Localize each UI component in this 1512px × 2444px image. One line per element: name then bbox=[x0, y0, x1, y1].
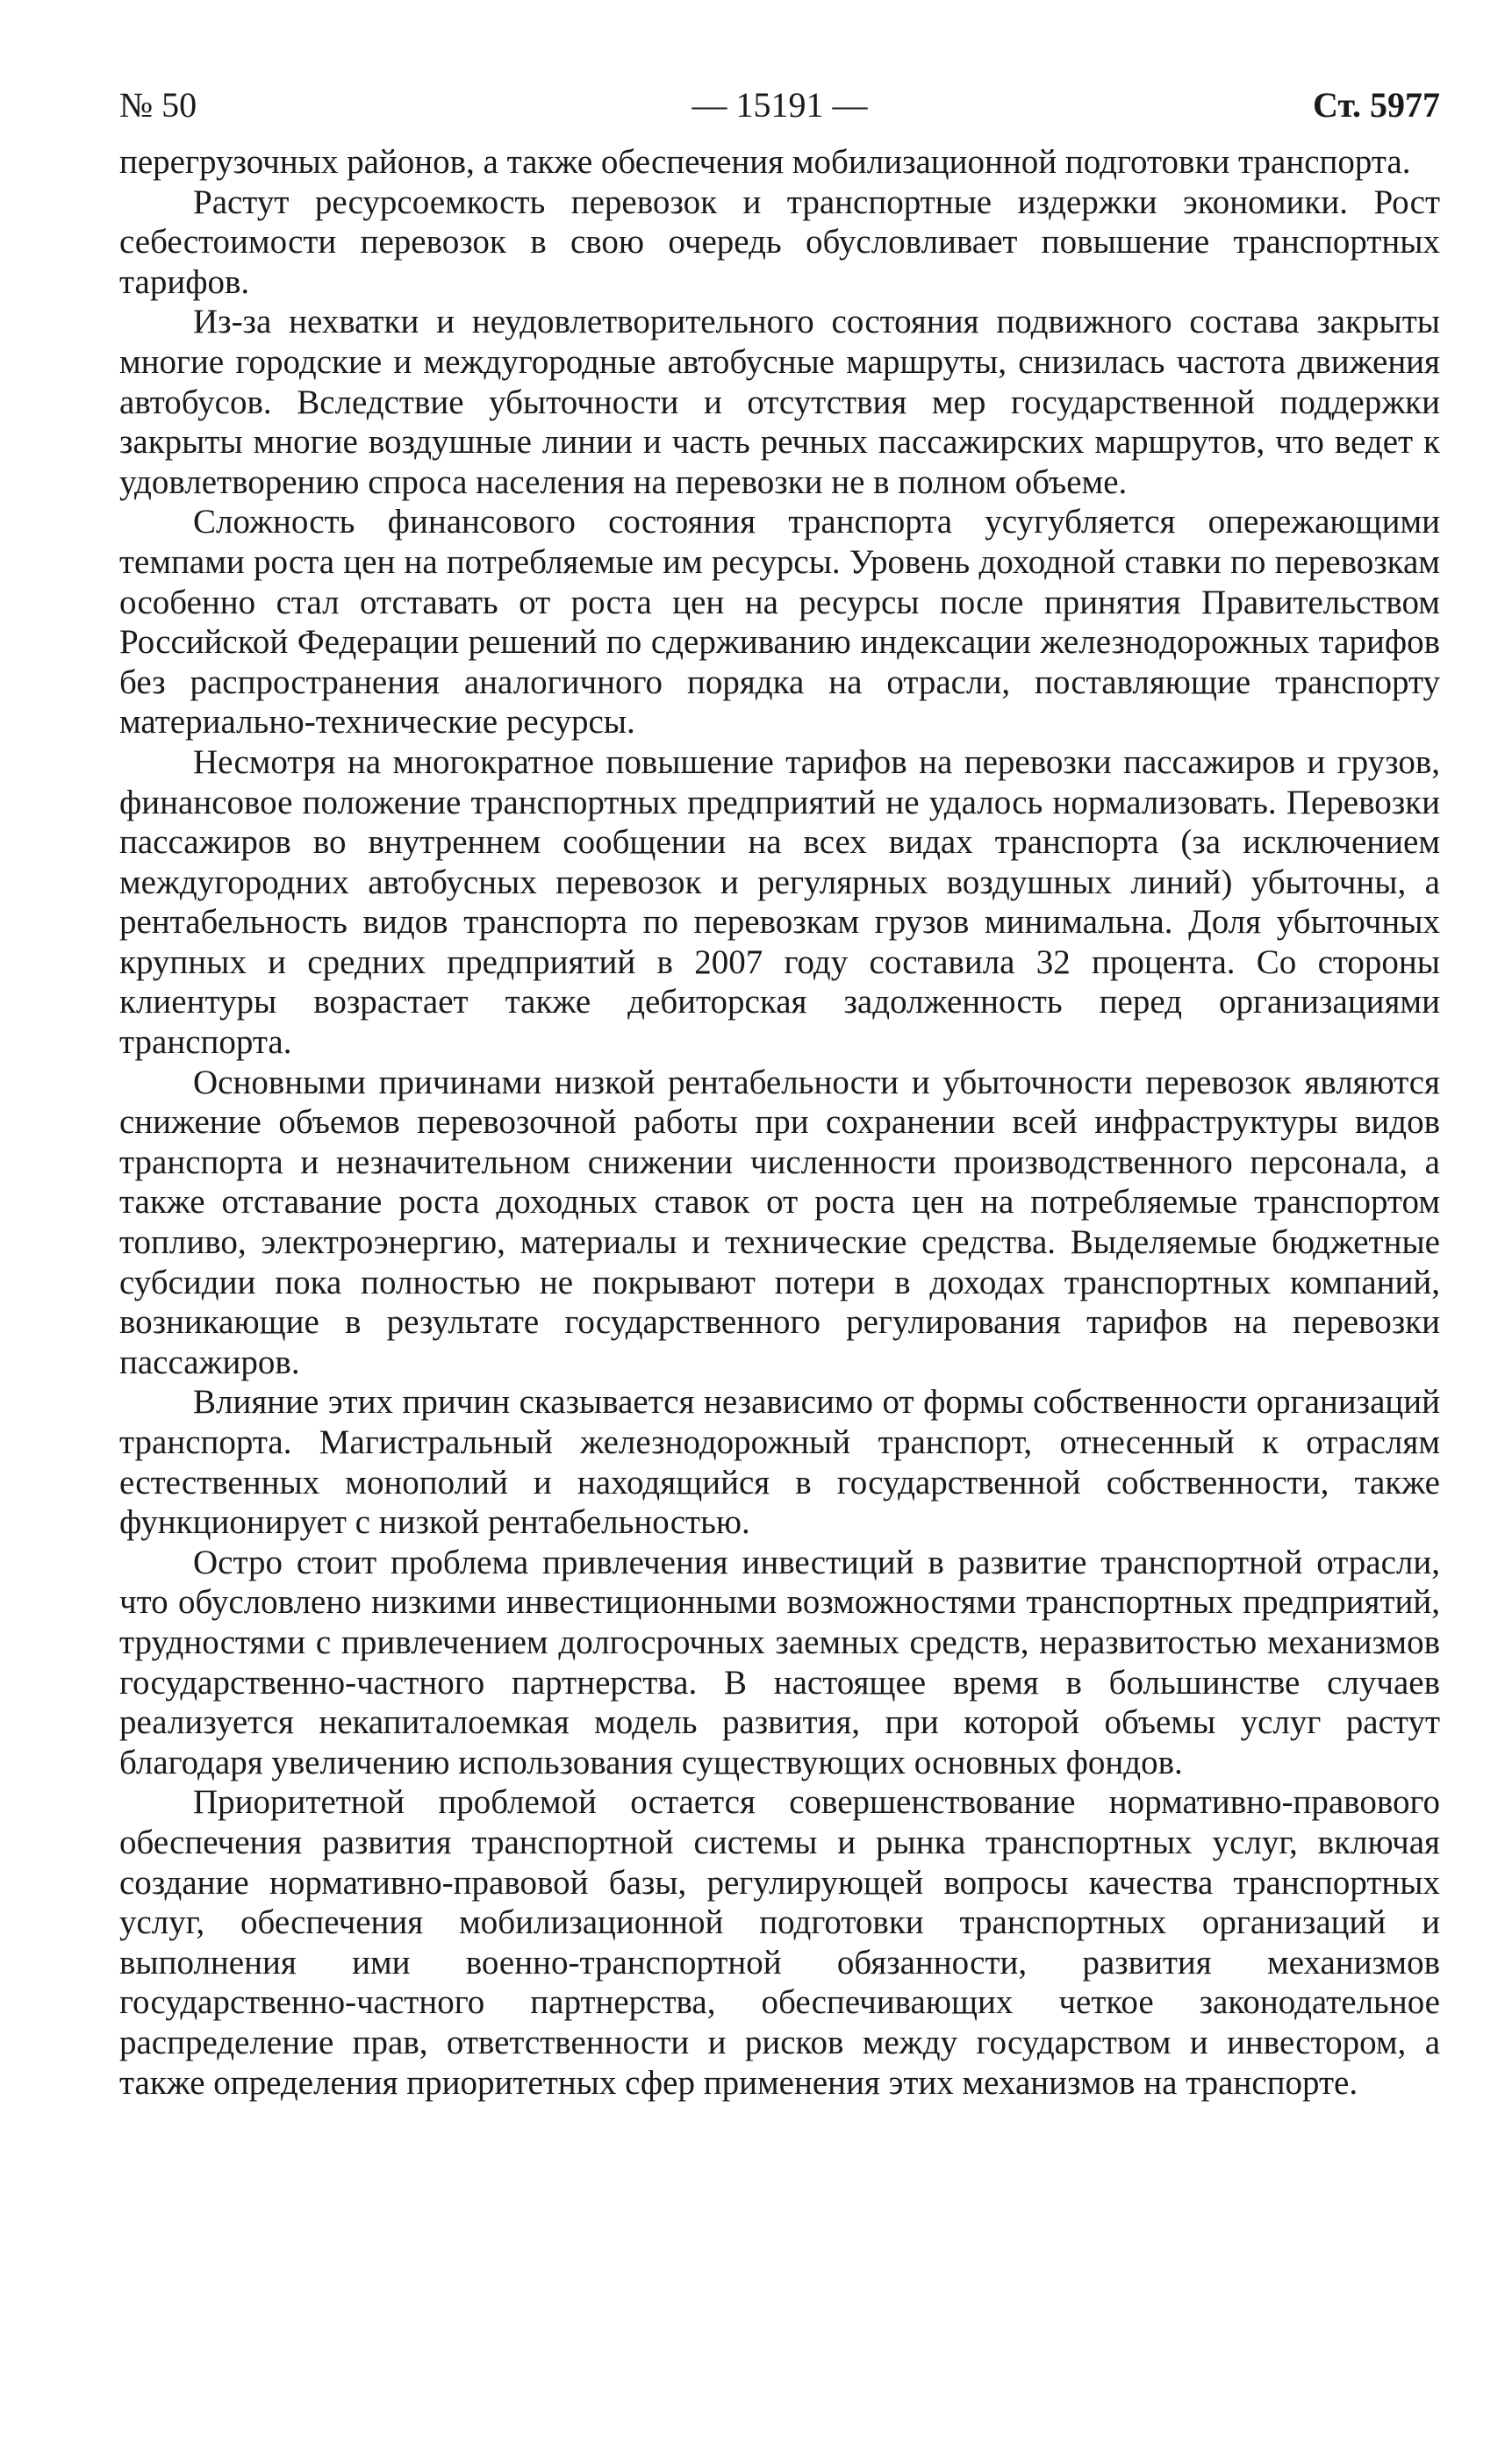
page-header bbox=[119, 81, 1440, 142]
paragraph: Из-за нехватки и неудовлетворительного состояния подвижного состава закрыты многие городские и междугородные автобусные маршруты, снизилась частота движения автобусов. Вследствие убыточности и отсутствия мер государственной поддержки закрыты многие воздушные линии и часть речных пассажирских маршрутов, что ведет к удовлетворению спроса населения на перевозки не в полном объеме. bbox=[119, 303, 1440, 501]
issue-number: № 50 bbox=[119, 85, 197, 125]
body-text bbox=[119, 142, 1440, 2103]
document-page bbox=[119, 81, 1440, 2103]
paragraph: перегрузочных районов, а также обеспечения мобилизационной подготовки транспорта. bbox=[119, 143, 1411, 181]
paragraph: Приоритетной проблемой остается совершенствование нормативно-правового обеспечения развития транспортной системы и рынка транспортных услуг, включая создание нормативно-правовой базы, регулирующей вопросы качества транспортных услуг, обеспечения мобилизационной подготовки транспортных организаций и выполнения ими военно-транспортной обязанности, развития механизмов государственно-частного партнерства, обеспечивающих четкое законодательное распределение прав, ответственности и рисков между государством и инвестором, а также определения приоритетных сфер применения этих механизмов на транспорте. bbox=[119, 1783, 1440, 2102]
paragraph: Сложность финансового состояния транспорта усугубляется опережающими темпами роста цен на потребляемые им ресурсы. Уровень доходной ставки по перевозкам особенно стал отставать от роста цен на ресурсы после принятия Правительством Российской Федерации решений по сдерживанию индексации железнодорожных тарифов без распространения аналогичного порядка на отрасли, поставляющие транспорту материально-технические ресурсы. bbox=[119, 503, 1440, 742]
page-number: — 15191 — bbox=[692, 85, 868, 125]
article-number: Ст. 5977 bbox=[1313, 85, 1440, 125]
paragraph: Основными причинами низкой рентабельности и убыточности перевозок являются снижение объемов перевозочной работы при сохранении всей инфраструктуры видов транспорта и незначительном снижении численности производственного персонала, а также отставание роста доходных ставок от роста цен на потребляемые транспортом топливо, электроэнергию, материалы и технические средства. Выделяемые бюджетные субсидии пока полностью не покрывают потери в доходах транспортных компаний, возникающие в результате государственного регулирования тарифов на перевозки пассажиров. bbox=[119, 1063, 1440, 1381]
paragraph: Остро стоит проблема привлечения инвестиций в развитие транспортной отрасли, что обусловлено низкими инвестиционными возможностями транспортных предприятий, трудностями с привлечением долгосрочных заемных средств, неразвитостью механизмов государственно-частного партнерства. В настоящее время в большинстве случаев реализуется некапиталоемкая модель развития, при которой объемы услуг растут благодаря увеличению использования существующих основных фондов. bbox=[119, 1543, 1440, 1781]
paragraph: Несмотря на многократное повышение тарифов на перевозки пассажиров и грузов, финансовое положение транспортных предприятий не удалось нормализовать. Перевозки пассажиров во внутреннем сообщении на всех видах транспорта (за исключением междугородних автобусных перевозок и регулярных воздушных линий) убыточны, а рентабельность видов транспорта по перевозкам грузов минимальна. Доля убыточных крупных и средних предприятий в 2007 году составила 32 процента. Со стороны клиентуры возрастает также дебиторская задолженность перед организациями транспорта. bbox=[119, 742, 1440, 1062]
paragraph: Влияние этих причин сказывается независимо от формы собственности организаций транспорта. Магистральный железнодорожный транспорт, отнесенный к отраслям естественных монополий и находящийся в государственной собственности, также функционирует с низкой рентабельностью. bbox=[119, 1383, 1440, 1542]
paragraph: Растут ресурсоемкость перевозок и транспортные издержки экономики. Рост себестоимости перевозок в свою очередь обусловливает повышение транспортных тарифов. bbox=[119, 183, 1440, 301]
